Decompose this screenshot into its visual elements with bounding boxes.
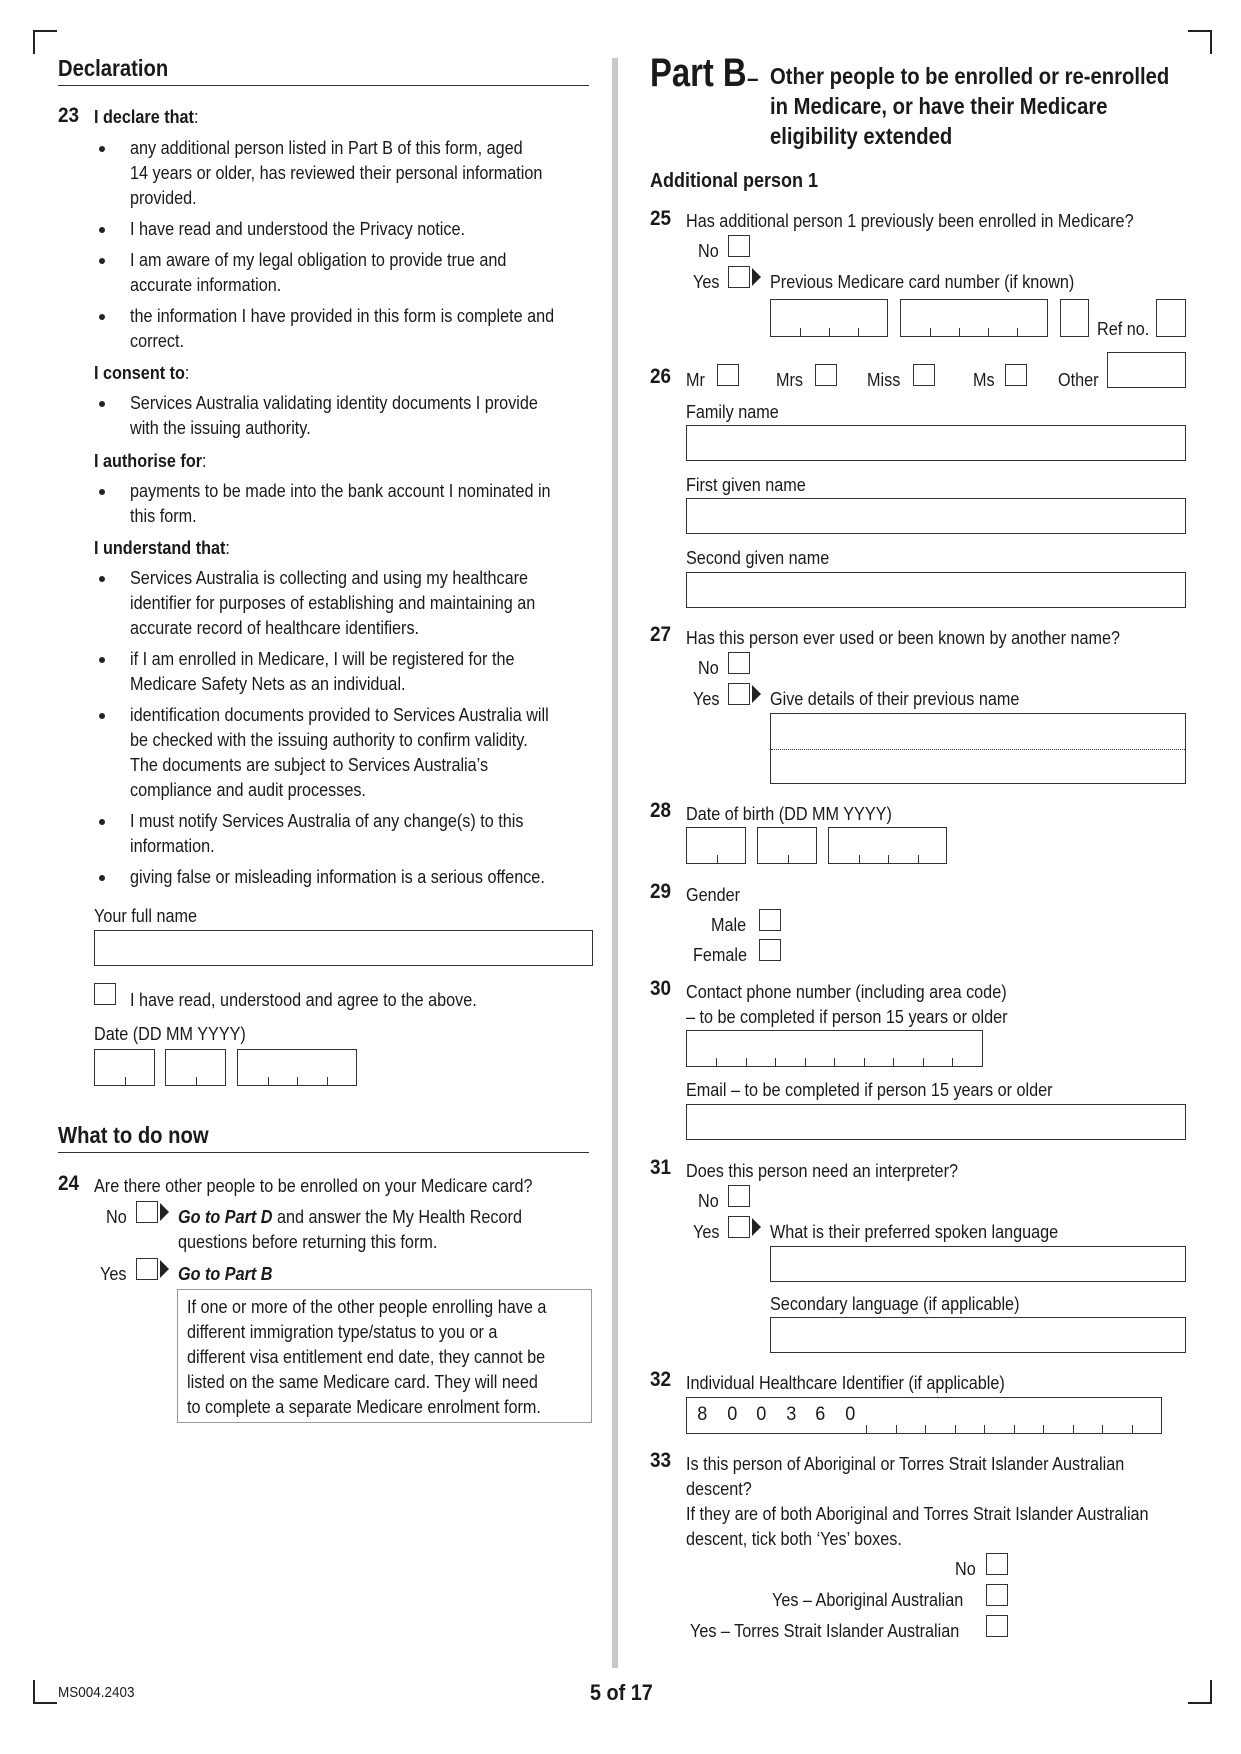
q24-no-label: No xyxy=(106,1207,127,1227)
dob-label: Date of birth (DD MM YYYY) xyxy=(686,804,892,824)
gender-label: Gender xyxy=(686,885,741,905)
bullet-text: identification documents provided to Services Australia will xyxy=(130,705,549,725)
q33-question-1: Is this person of Aboriginal or Torres Strait Islander Australian xyxy=(686,1454,1125,1474)
q31-yes-checkbox[interactable] xyxy=(728,1216,750,1238)
declaration-heading: Declaration xyxy=(58,55,169,81)
part-b-dash: – xyxy=(747,65,759,91)
bullet-text: 14 years or older, has reviewed their personal information xyxy=(130,163,543,183)
title-ms-label: Ms xyxy=(973,370,995,390)
q24-question: Are there other people to be enrolled on your Medicare card? xyxy=(94,1176,533,1196)
arrow-icon xyxy=(160,1203,169,1221)
q33-tsi-label: Yes – Torres Strait Islander Australian xyxy=(690,1621,960,1641)
q29-number: 29 xyxy=(650,880,672,903)
secondary-language-label: Secondary language (if applicable) xyxy=(770,1294,1020,1314)
secondary-language-input[interactable] xyxy=(770,1317,1186,1353)
dob-year[interactable] xyxy=(828,827,947,864)
q24-no-instruction-2: questions before returning this form. xyxy=(178,1232,438,1252)
q23-number: 23 xyxy=(58,104,80,127)
bullet-text: be checked with the issuing authority to confirm validity. xyxy=(130,730,528,750)
bullet-text: the information I have provided in this form is complete and xyxy=(130,306,555,326)
preferred-language-label: What is their preferred spoken language xyxy=(770,1222,1059,1242)
title-ms-checkbox[interactable] xyxy=(1005,364,1027,386)
q25-question: Has additional person 1 previously been enrolled in Medicare? xyxy=(686,211,1134,231)
q25-card-label: Previous Medicare card number (if known) xyxy=(770,272,1075,292)
title-mrs-checkbox[interactable] xyxy=(815,364,837,386)
ihi-digit: 0 xyxy=(727,1404,738,1425)
q27-no-checkbox[interactable] xyxy=(728,652,750,674)
ihi-label: Individual Healthcare Identifier (if applicable) xyxy=(686,1373,1005,1393)
q31-number: 31 xyxy=(650,1156,672,1179)
male-checkbox[interactable] xyxy=(759,909,781,931)
bullet-text: if I am enrolled in Medicare, I will be registered for the xyxy=(130,649,515,669)
bullet-text: payments to be made into the bank account I nominated in xyxy=(130,481,551,501)
bullet-icon xyxy=(99,576,105,582)
bullet-text: accurate information. xyxy=(130,275,282,295)
bullet-icon xyxy=(99,258,105,264)
full-name-input[interactable] xyxy=(94,930,593,966)
form-code: MS004.2403 xyxy=(58,1684,135,1701)
family-name-label: Family name xyxy=(686,402,779,422)
q33-no-label: No xyxy=(955,1559,976,1579)
bullet-text: this form. xyxy=(130,506,197,526)
note-line: to complete a separate Medicare enrolment form. xyxy=(187,1397,541,1417)
bullet-icon xyxy=(99,489,105,495)
agree-label: I have read, understood and agree to the above. xyxy=(130,990,477,1010)
phone-label-2: – to be completed if person 15 years or older xyxy=(686,1007,1008,1027)
q26-number: 26 xyxy=(650,365,672,388)
q27-no-label: No xyxy=(698,658,719,678)
title-miss-label: Miss xyxy=(867,370,901,390)
q24-yes-label: Yes xyxy=(100,1264,127,1284)
title-mr-checkbox[interactable] xyxy=(717,364,739,386)
bullet-icon xyxy=(99,314,105,320)
title-other-input[interactable] xyxy=(1107,352,1186,388)
bullet-text: I am aware of my legal obligation to provide true and xyxy=(130,250,507,270)
medicare-card-number-part-1[interactable] xyxy=(770,299,888,337)
ihi-digit: 6 xyxy=(815,1404,826,1425)
bullet-text: Medicare Safety Nets as an individual. xyxy=(130,674,406,694)
q30-number: 30 xyxy=(650,977,672,1000)
bullet-icon xyxy=(99,875,105,881)
phone-label: Contact phone number (including area code) xyxy=(686,982,1007,1002)
q31-yes-label: Yes xyxy=(693,1222,720,1242)
q27-question: Has this person ever used or been known by another name? xyxy=(686,628,1121,648)
preferred-language-input[interactable] xyxy=(770,1246,1186,1282)
declaration-rule xyxy=(58,85,589,86)
q24-yes-checkbox[interactable] xyxy=(136,1258,158,1280)
page-number: 5 of 17 xyxy=(590,1680,653,1705)
q33-aboriginal-label: Yes – Aboriginal Australian xyxy=(772,1590,964,1610)
q33-tsi-checkbox[interactable] xyxy=(986,1615,1008,1637)
declaration-date-day[interactable] xyxy=(94,1049,155,1086)
note-line: different immigration type/status to you or a xyxy=(187,1322,498,1342)
bullet-text: I must notify Services Australia of any change(s) to this xyxy=(130,811,524,831)
dob-month[interactable] xyxy=(757,827,817,864)
declaration-date-year[interactable] xyxy=(237,1049,357,1086)
title-mrs-label: Mrs xyxy=(776,370,803,390)
bullet-text: any additional person listed in Part B of this form, aged xyxy=(130,138,523,158)
q25-yes-label: Yes xyxy=(693,272,720,292)
authorise-label: I authorise for: xyxy=(94,451,207,471)
bullet-icon xyxy=(99,227,105,233)
note-line: different visa entitlement end date, they cannot be xyxy=(187,1347,546,1367)
bullet-text: provided. xyxy=(130,188,197,208)
q25-no-checkbox[interactable] xyxy=(728,235,750,257)
person-heading: Additional person 1 xyxy=(650,170,819,192)
bullet-text: I have read and understood the Privacy notice. xyxy=(130,219,466,239)
arrow-icon xyxy=(752,268,761,286)
q31-no-label: No xyxy=(698,1191,719,1211)
bullet-icon xyxy=(99,401,105,407)
bullet-icon xyxy=(99,713,105,719)
q27-yes-checkbox[interactable] xyxy=(728,683,750,705)
q33-aboriginal-checkbox[interactable] xyxy=(986,1584,1008,1606)
phone-input[interactable] xyxy=(686,1030,983,1067)
bullet-text: information. xyxy=(130,836,215,856)
declaration-date-label: Date (DD MM YYYY) xyxy=(94,1024,246,1044)
crop-mark-bottom-left xyxy=(33,1680,57,1704)
understand-label: I understand that: xyxy=(94,538,230,558)
q27-details-label: Give details of their previous name xyxy=(770,689,1020,709)
bullet-text: giving false or misleading information is a serious offence. xyxy=(130,867,545,887)
bullet-text: with the issuing authority. xyxy=(130,418,311,438)
second-name-label: Second given name xyxy=(686,548,830,568)
ihi-digit: 0 xyxy=(845,1404,856,1425)
family-name-input[interactable] xyxy=(686,425,1186,461)
female-checkbox[interactable] xyxy=(759,939,781,961)
bullet-text: Services Australia validating identity documents I provide xyxy=(130,393,538,413)
bullet-text: accurate record of healthcare identifiers. xyxy=(130,618,420,638)
q33-no-checkbox[interactable] xyxy=(986,1553,1008,1575)
medicare-card-number-part-2[interactable] xyxy=(900,299,1048,337)
bullet-icon xyxy=(99,657,105,663)
q23-intro: I declare that: xyxy=(94,107,199,127)
crop-mark-top-left xyxy=(33,30,57,54)
q28-number: 28 xyxy=(650,799,672,822)
bullet-text: compliance and audit processes. xyxy=(130,780,366,800)
first-name-label: First given name xyxy=(686,475,806,495)
what-to-do-rule xyxy=(58,1152,589,1153)
part-b-subtitle-2: in Medicare, or have their Medicare xyxy=(770,93,1108,119)
dob-day[interactable] xyxy=(686,827,746,864)
medicare-card-number-part-3[interactable] xyxy=(1060,299,1089,337)
q24-note-box xyxy=(177,1289,592,1423)
arrow-icon xyxy=(752,685,761,703)
bullet-text: The documents are subject to Services Australia’s xyxy=(130,755,489,775)
ihi-digit: 8 xyxy=(697,1404,708,1425)
column-divider xyxy=(612,58,618,1668)
q25-ref-label: Ref no. xyxy=(1097,319,1150,339)
part-b-subtitle-1: Other people to be enrolled or re-enrolled xyxy=(770,63,1170,89)
previous-name-input[interactable] xyxy=(770,713,1186,784)
q24-no-instruction: Go to Part D and answer the My Health Record xyxy=(178,1207,522,1227)
crop-mark-top-right xyxy=(1188,30,1212,54)
second-name-input[interactable] xyxy=(686,572,1186,608)
email-input[interactable] xyxy=(686,1104,1186,1140)
bullet-icon xyxy=(99,146,105,152)
part-b-title: Part B xyxy=(650,51,747,95)
part-b-subtitle-3: eligibility extended xyxy=(770,123,953,149)
q25-number: 25 xyxy=(650,207,672,230)
q25-no-label: No xyxy=(698,241,719,261)
q24-yes-goto: Go to Part B xyxy=(178,1264,273,1284)
q33-number: 33 xyxy=(650,1449,672,1472)
ref-no-input[interactable] xyxy=(1156,299,1186,337)
bullet-text: identifier for purposes of establishing and maintaining an xyxy=(130,593,536,613)
q32-number: 32 xyxy=(650,1368,672,1391)
arrow-icon xyxy=(752,1218,761,1236)
q33-question-2: descent? xyxy=(686,1479,752,1499)
title-mr-label: Mr xyxy=(686,370,705,390)
q25-yes-checkbox[interactable] xyxy=(728,266,750,288)
email-label: Email – to be completed if person 15 years or older xyxy=(686,1080,1053,1100)
title-other-label: Other xyxy=(1058,370,1099,390)
q27-number: 27 xyxy=(650,623,672,646)
ihi-digit: 3 xyxy=(786,1404,797,1425)
q33-question-4: descent, tick both ‘Yes’ boxes. xyxy=(686,1529,902,1549)
q24-no-checkbox[interactable] xyxy=(136,1201,158,1223)
note-line: listed on the same Medicare card. They will need xyxy=(187,1372,538,1392)
title-miss-checkbox[interactable] xyxy=(913,364,935,386)
q33-question-3: If they are of both Aboriginal and Torres Strait Islander Australian xyxy=(686,1504,1149,1524)
male-label: Male xyxy=(711,915,747,935)
q27-yes-label: Yes xyxy=(693,689,720,709)
note-line: If one or more of the other people enrolling have a xyxy=(187,1297,547,1317)
consent-label: I consent to: xyxy=(94,363,190,383)
arrow-icon xyxy=(160,1260,169,1278)
first-name-input[interactable] xyxy=(686,498,1186,534)
ihi-input[interactable] xyxy=(686,1397,1162,1434)
crop-mark-bottom-right xyxy=(1188,1680,1212,1704)
q24-number: 24 xyxy=(58,1172,80,1195)
bullet-icon xyxy=(99,819,105,825)
q31-question: Does this person need an interpreter? xyxy=(686,1161,958,1181)
bullet-text: Services Australia is collecting and using my healthcare xyxy=(130,568,529,588)
agree-checkbox[interactable] xyxy=(94,983,116,1005)
ihi-digit: 0 xyxy=(756,1404,767,1425)
what-to-do-heading: What to do now xyxy=(58,1122,209,1148)
q31-no-checkbox[interactable] xyxy=(728,1185,750,1207)
full-name-label: Your full name xyxy=(94,906,197,926)
declaration-date-month[interactable] xyxy=(165,1049,226,1086)
bullet-text: correct. xyxy=(130,331,185,351)
female-label: Female xyxy=(693,945,748,965)
